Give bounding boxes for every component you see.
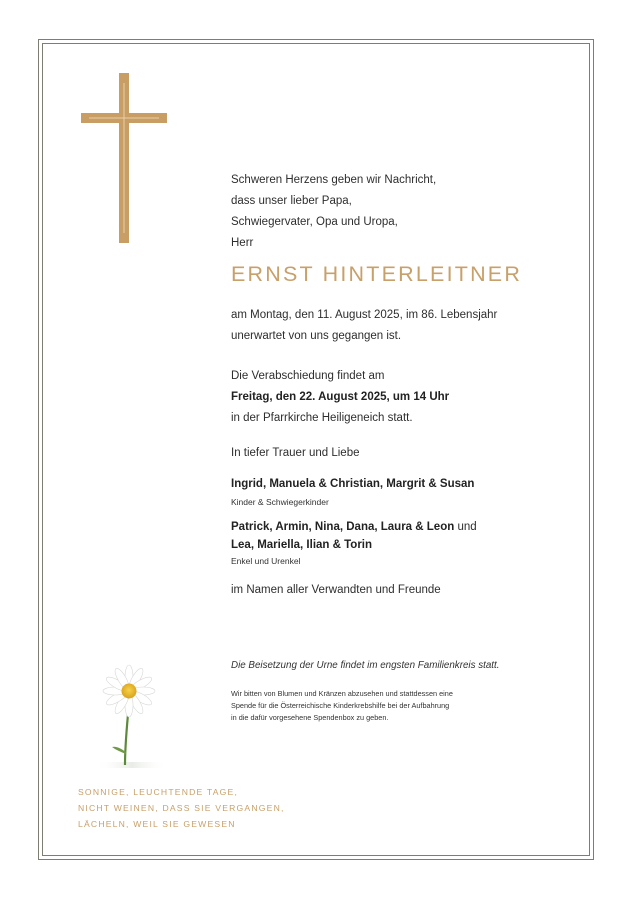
poem-line: SONNIGE, LEUCHTENDE TAGE, — [78, 787, 239, 797]
urn-note: Die Beisetzung der Urne findet im engsten Familienkreis statt. — [231, 660, 500, 671]
service-location: in der Pfarrkirche Heiligeneich statt. — [231, 412, 413, 424]
grandchildren-group — [231, 518, 477, 569]
donation-note — [231, 688, 453, 724]
children-names: Ingrid, Manuela & Christian, Margrit & Susan — [231, 478, 475, 490]
intro-line: Schweren Herzens geben wir Nachricht, — [231, 174, 437, 186]
daisy-icon — [96, 664, 168, 770]
grandchildren-connector: und — [454, 521, 477, 533]
intro-line: Schwiegervater, Opa und Uropa, — [231, 216, 398, 228]
poem-line: NICHT WEINEN, DASS SIE VERGANGEN, — [78, 803, 285, 813]
donation-line: Spende für die Österreichische Kinderkrebshilfe bei der Aufbahrung — [231, 701, 450, 710]
mourning-text: In tiefer Trauer und Liebe — [231, 447, 360, 459]
intro-line: dass unser lieber Papa, — [231, 195, 352, 207]
closing-text: im Namen aller Verwandten und Freunde — [231, 584, 441, 596]
death-notice — [231, 305, 497, 347]
cross-icon — [81, 73, 167, 243]
service-date: Freitag, den 22. August 2025, um 14 Uhr — [231, 391, 450, 403]
children-label: Kinder & Schwiegerkinder — [231, 497, 329, 507]
intro-text — [231, 170, 436, 254]
donation-line: in die dafür vorgesehene Spendenbox zu geben. — [231, 713, 389, 722]
poem — [78, 784, 285, 832]
deceased-name: ERNST HINTERLEITNER — [231, 262, 523, 286]
service-info — [231, 366, 449, 429]
death-notice-line: unerwartet von uns gegangen ist. — [231, 330, 402, 342]
poem-line: LÄCHELN, WEIL SIE GEWESEN — [78, 819, 236, 829]
death-notice-line: am Montag, den 11. August 2025, im 86. Lebensjahr — [231, 309, 498, 321]
grandchildren-names-2: Lea, Mariella, Ilian & Torin — [231, 539, 373, 551]
grandchildren-label: Enkel und Urenkel — [231, 556, 301, 566]
grandchildren-names-1: Patrick, Armin, Nina, Dana, Laura & Leon — [231, 521, 455, 533]
intro-line: Herr — [231, 237, 254, 249]
donation-line: Wir bitten von Blumen und Kränzen abzusehen und stattdessen eine — [231, 689, 453, 698]
children-group — [231, 474, 474, 510]
service-intro: Die Verabschiedung findet am — [231, 370, 385, 382]
